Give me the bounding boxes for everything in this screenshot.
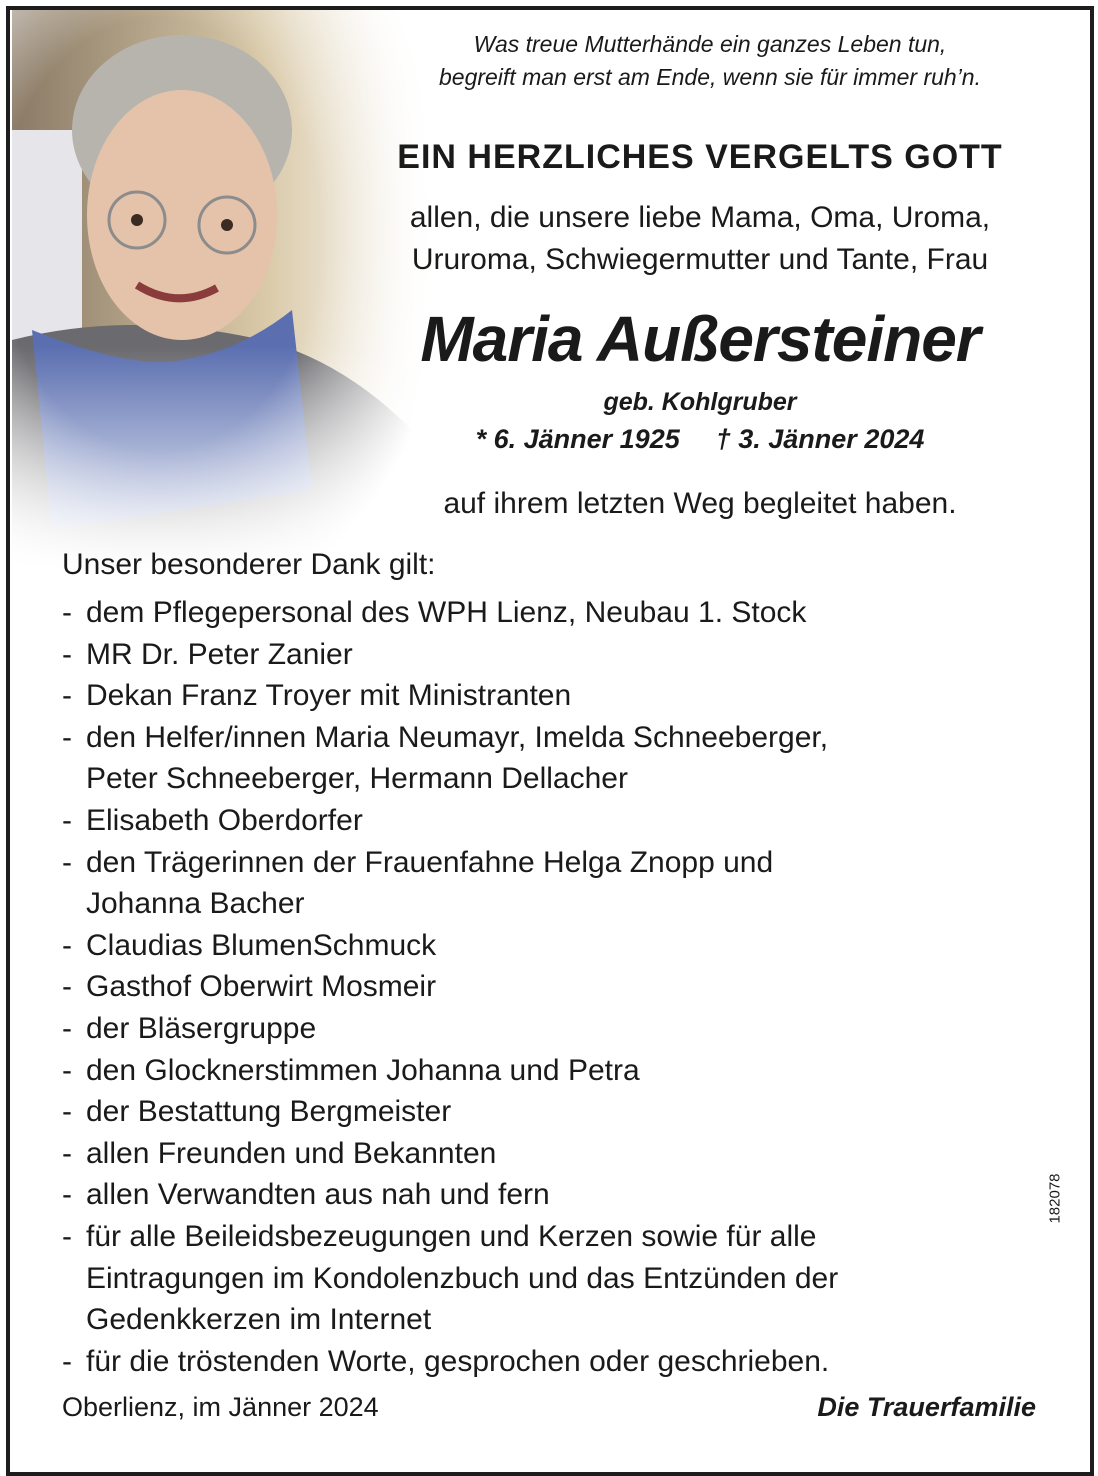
thanks-item bbox=[62, 634, 1022, 676]
thanks-title: EIN HERZLICHES VERGELTS GOTT bbox=[397, 138, 1003, 176]
thanks-item-line: der Bestattung Bergmeister bbox=[86, 1095, 452, 1129]
thanks-item bbox=[62, 1133, 1022, 1175]
dash-bullet: - bbox=[62, 803, 72, 837]
deceased-name: Maria Außersteiner bbox=[420, 303, 980, 375]
thanks-item-line: allen Freunden und Bekannten bbox=[86, 1136, 497, 1170]
thanks-item-line: Peter Schneeberger, Hermann Dellacher bbox=[86, 762, 628, 796]
signature: Die Trauerfamilie bbox=[817, 1392, 1036, 1422]
birth-name: geb. Kohlgruber bbox=[603, 388, 797, 416]
thanks-item bbox=[62, 675, 1022, 717]
thanks-heading: Unser besonderer Dank gilt: bbox=[62, 548, 436, 581]
dash-bullet: - bbox=[62, 720, 72, 754]
dash-bullet: - bbox=[62, 1136, 72, 1170]
death-date: † 3. Jänner 2024 bbox=[715, 424, 925, 454]
thanks-item bbox=[62, 800, 1022, 842]
dash-bullet: - bbox=[62, 1219, 72, 1253]
intro-text bbox=[340, 197, 1060, 281]
life-dates bbox=[340, 424, 1060, 455]
quote-line: begreift man erst am Ende, wenn sie für immer ruh’n. bbox=[438, 64, 981, 90]
intro-line: allen, die unsere liebe Mama, Oma, Uroma, bbox=[409, 201, 991, 234]
thanks-item bbox=[62, 1091, 1022, 1133]
thanks-item-line: Gedenkkerzen im Internet bbox=[86, 1303, 432, 1337]
thanks-item bbox=[62, 592, 1022, 634]
thanks-item-line: den Helfer/innen Maria Neumayr, Imelda Schneeberger, bbox=[86, 720, 829, 754]
thanks-item bbox=[62, 966, 1022, 1008]
memorial-quote bbox=[380, 28, 1040, 94]
thanks-item-line: für die tröstenden Worte, gesprochen oder geschrieben. bbox=[86, 1344, 830, 1378]
dash-bullet: - bbox=[62, 1095, 72, 1129]
birth-date: * 6. Jänner 1925 bbox=[475, 424, 680, 454]
thanks-item-line: Dekan Franz Troyer mit Ministranten bbox=[86, 679, 572, 713]
place-date: Oberlienz, im Jänner 2024 bbox=[62, 1392, 379, 1422]
thanks-list bbox=[62, 592, 1022, 1382]
thanks-item-line: dem Pflegepersonal des WPH Lienz, Neubau 1. Stock bbox=[86, 596, 807, 629]
dash-bullet: - bbox=[62, 1011, 72, 1045]
quote-line: Was treue Mutterhände ein ganzes Leben tun, bbox=[473, 31, 947, 57]
dash-bullet: - bbox=[62, 1053, 72, 1087]
closing-line: auf ihrem letzten Weg begleitet haben. bbox=[443, 487, 957, 520]
thanks-item-line: für alle Beileidsbezeugungen und Kerzen sowie für alle bbox=[86, 1219, 817, 1253]
thanks-item-line: allen Verwandten aus nah und fern bbox=[86, 1178, 550, 1212]
dash-bullet: - bbox=[62, 1344, 72, 1378]
thanks-item-line: MR Dr. Peter Zanier bbox=[86, 637, 353, 671]
thanks-item bbox=[62, 1050, 1022, 1092]
ad-code: 182078 bbox=[1046, 1173, 1064, 1224]
dash-bullet: - bbox=[62, 970, 72, 1004]
thanks-item bbox=[62, 842, 1022, 925]
portrait-photo bbox=[12, 10, 432, 570]
thanks-item bbox=[62, 925, 1022, 967]
thanks-item-line: Gasthof Oberwirt Mosmeir bbox=[86, 970, 437, 1004]
dash-bullet: - bbox=[62, 1178, 72, 1212]
thanks-item bbox=[62, 1008, 1022, 1050]
dash-bullet: - bbox=[62, 928, 72, 962]
thanks-item bbox=[62, 1174, 1022, 1216]
thanks-item-line: den Glocknerstimmen Johanna und Petra bbox=[86, 1053, 640, 1087]
thanks-item bbox=[62, 1341, 1022, 1383]
dash-bullet: - bbox=[62, 845, 72, 879]
dash-bullet: - bbox=[62, 596, 72, 629]
intro-line: Ururoma, Schwiegermutter und Tante, Frau bbox=[411, 243, 989, 276]
dash-bullet: - bbox=[62, 637, 72, 671]
thanks-item-line: den Trägerinnen der Frauenfahne Helga Znopp und bbox=[86, 845, 774, 879]
thanks-item bbox=[62, 717, 1022, 800]
thanks-item-line: Claudias BlumenSchmuck bbox=[86, 928, 437, 962]
thanks-item bbox=[62, 1216, 1022, 1341]
thanks-item-line: Johanna Bacher bbox=[86, 887, 305, 921]
dash-bullet: - bbox=[62, 679, 72, 713]
thanks-item-line: Elisabeth Oberdorfer bbox=[86, 803, 363, 837]
thanks-item-line: der Bläsergruppe bbox=[86, 1011, 317, 1045]
thanks-item-line: Eintragungen im Kondolenzbuch und das Entzünden der bbox=[86, 1261, 839, 1295]
